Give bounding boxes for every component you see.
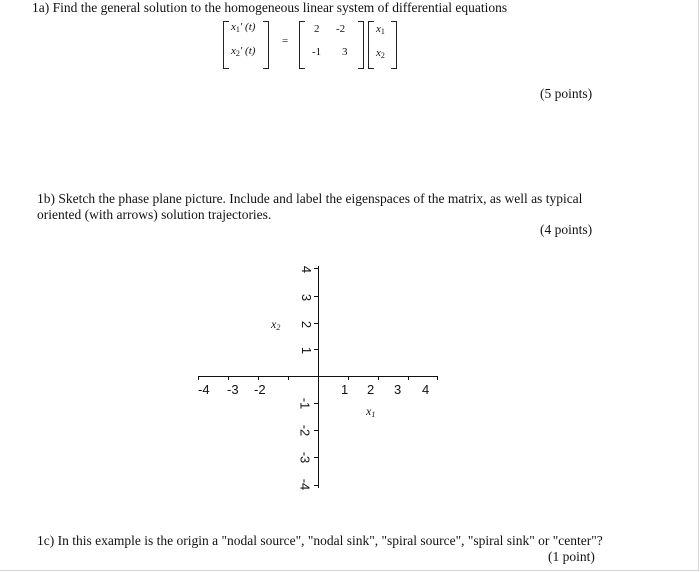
- y-tick-label: 2: [299, 320, 315, 329]
- x-axis-label: $x_1$: [366, 404, 376, 419]
- x-tick-label: 4: [422, 382, 430, 397]
- vector-row-2: $x_2$: [376, 47, 385, 60]
- x-tick: [288, 376, 289, 380]
- vector-right-bracket: [391, 21, 397, 69]
- question-1b-line-1: 1b) Sketch the phase plane picture. Include and label the eigenspaces of the matrix, as well as typical: [37, 191, 583, 206]
- question-1a-points: (5 points): [540, 86, 593, 101]
- x-tick: [258, 376, 259, 380]
- matrix-a12: -2: [336, 23, 346, 35]
- matrix-left-bracket: [299, 21, 305, 69]
- y-tick: [314, 296, 318, 297]
- y-tick: [314, 268, 318, 269]
- lhs-left-bracket: [223, 21, 229, 69]
- lhs-right-bracket: [263, 21, 269, 69]
- y-tick-label: -1: [297, 397, 313, 410]
- x-tick: [437, 376, 438, 380]
- x-tick: [198, 376, 199, 380]
- y-axis-label: $x_2$: [271, 317, 281, 332]
- y-tick-label: -3: [297, 451, 313, 464]
- matrix-right-bracket: [358, 21, 364, 69]
- question-1c-text: 1c) In this example is the origin a "nodal source", "nodal sink", "spiral source", "spiral sink" or "center"?: [37, 533, 603, 548]
- x-tick: [228, 376, 229, 380]
- y-tick-label: -2: [297, 424, 313, 437]
- x-tick: [408, 376, 409, 380]
- matrix-a11: 2: [314, 23, 320, 35]
- lhs-row-1: $x_1'$ (t): [231, 21, 256, 34]
- lhs-row-2: $x_2'$ (t): [231, 45, 256, 58]
- vector-row-1: $x_1$: [376, 23, 385, 36]
- x-tick-label: 2: [367, 382, 375, 397]
- y-axis: [318, 266, 319, 488]
- x-tick-label: 3: [394, 382, 402, 397]
- matrix-a22: 3: [342, 46, 348, 58]
- x-tick-label: -2: [254, 382, 266, 397]
- y-tick: [314, 457, 318, 458]
- y-tick-label: 4: [299, 265, 315, 274]
- x-tick-label: -4: [198, 382, 210, 397]
- x-tick-label: 1: [341, 382, 349, 397]
- y-tick-label: 1: [299, 346, 315, 355]
- question-1b-line-2: oriented (with arrows) solution trajectories.: [37, 207, 272, 222]
- y-tick: [314, 403, 318, 404]
- y-tick: [314, 349, 318, 350]
- vector-left-bracket: [368, 21, 374, 69]
- x-tick: [348, 376, 349, 380]
- y-tick-label: 3: [299, 293, 315, 302]
- x-tick-label: -3: [227, 382, 239, 397]
- matrix-a21: -1: [312, 46, 322, 58]
- y-tick-label: -4: [297, 478, 313, 491]
- question-1b-points: (4 points): [540, 222, 593, 237]
- y-tick: [314, 485, 318, 486]
- y-tick: [314, 430, 318, 431]
- x-tick: [378, 376, 379, 380]
- question-1a-text: 1a) Find the general solution to the homogeneous linear system of differential equations: [32, 0, 508, 15]
- question-1c-points: (1 point): [548, 549, 595, 564]
- y-tick: [314, 323, 318, 324]
- equals-sign: =: [282, 35, 289, 47]
